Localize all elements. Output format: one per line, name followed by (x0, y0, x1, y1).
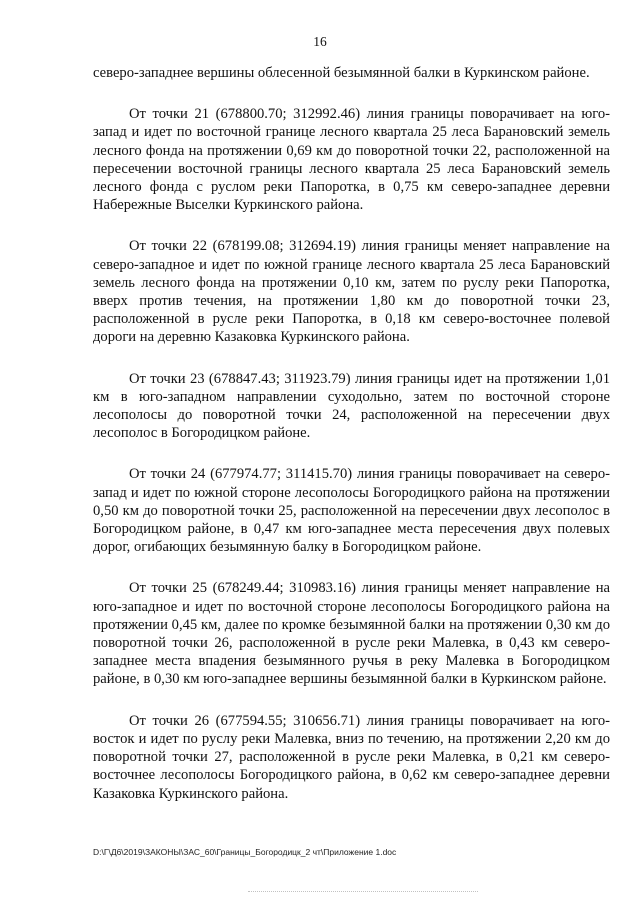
paragraph-point-23: От точки 23 (678847.43; 311923.79) линия границы идет на протяжении 1,01 км в юго-западном направлении суходольно, затем по восточной стороне лесополосы до поворотной точки 24, расположенной на пересечении двух лесополос в Богородицком районе. (93, 370, 610, 442)
paragraph-point-22: От точки 22 (678199.08; 312694.19) линия границы меняет направление на северо-западное и идет по южной границе лесного квартала 25 леса Барановский земель лесного фонда на протяжении 0,10 км, затем по руслу реки Папоротка, вверх против течения, на протяжении 1,80 км до поворотной точки 23, расположенной в русле реки Папоротка, в 0,18 км северо-восточнее полевой дороги на деревню Казаковка Куркинского района. (93, 238, 610, 346)
paragraph-point-21: От точки 21 (678800.70; 312992.46) линия границы поворачивает на юго-запад и идет по восточной границе лесного квартала 25 леса Барановский земель лесного фонда на протяжении 0,69 км до поворотной точки 22, расположенной на пересечении восточной границы лесного квартала 25 леса Барановский земель лесного фонда с руслом реки Папоротка, в 0,75 км северо-западнее деревни Набережные Выселки Куркинского района. (93, 106, 610, 214)
footer-file-path: D:\Г\Д6\2019\ЗАКОНЫ\ЗАС_60\Границы_Богородицк_2 чт\Приложение 1.doc (93, 847, 397, 857)
document-body (93, 64, 610, 826)
paragraph-point-25: От точки 25 (678249.44; 310983.16) линия границы меняет направление на юго-западное и идет по восточной стороне лесополосы Богородицкого района на протяжении 0,45 км, далее по кромке безымянной балки на протяжении 0,30 км до поворотной точки 26, расположенной в русле реки Малевка, в 0,43 км северо-западнее места впадения безымянного ручья в реку Малевка в Богородицком районе, в 0,30 км юго-западнее вершины безымянной балки в Куркинском районе. (93, 580, 610, 688)
scan-artifact (248, 891, 478, 894)
paragraph-continuation: северо-западнее вершины облесенной безымянной балки в Куркинском районе. (93, 65, 590, 81)
paragraph-point-24: От точки 24 (677974.77; 311415.70) линия границы поворачивает на северо-запад и идет по южной стороне лесополосы Богородицкого района на протяжении 0,50 км до поворотной точки 25, расположенной на пересечении двух лесополос в Богородицком районе, в 0,47 км юго-западнее места пересечения двух полевых дорог, огибающих безымянную балку в Богородицком районе. (93, 466, 610, 556)
page-number: 16 (313, 34, 327, 49)
paragraph-point-26: От точки 26 (677594.55; 310656.71) линия границы поворачивает на юго-восток и идет по руслу реки Малевка, вниз по течению, на протяжении 2,20 км до поворотной точки 27, расположенной в русле реки Малевка, в 0,21 км северо-восточнее лесополосы Богородицкого района, в 0,62 км северо-западнее деревни Казаковка Куркинского района. (93, 712, 610, 802)
